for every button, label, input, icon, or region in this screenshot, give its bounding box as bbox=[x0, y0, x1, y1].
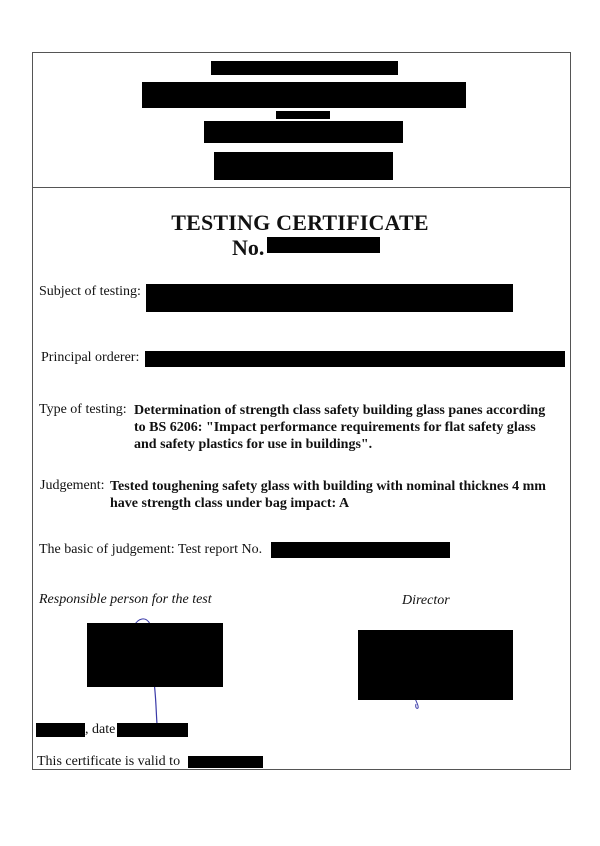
redacted-header-line-2 bbox=[142, 82, 466, 108]
redacted-certificate-number bbox=[267, 237, 380, 253]
orderer-label: Principal orderer: bbox=[41, 350, 140, 365]
redacted-header-line-1 bbox=[211, 61, 398, 75]
redacted-date bbox=[117, 723, 188, 737]
type-line-1: Determination of strength class safety building glass panes according bbox=[134, 403, 546, 418]
redacted-header-line-4 bbox=[204, 121, 403, 143]
type-line-2: to BS 6206: "Impact performance requirements for flat safety glass bbox=[134, 420, 536, 435]
redacted-director-signature bbox=[358, 630, 513, 700]
redacted-valid-to-date bbox=[188, 756, 263, 768]
judgement-line-1: Tested toughening safety glass with building with nominal thicknes 4 mm bbox=[110, 479, 546, 494]
valid-to-label: This certificate is valid to bbox=[37, 754, 181, 769]
redacted-header-line-5 bbox=[214, 152, 393, 180]
certificate-number-label: No. bbox=[232, 235, 265, 260]
date-label: , date bbox=[85, 722, 116, 737]
redacted-test-report-number bbox=[271, 542, 450, 558]
redacted-orderer bbox=[145, 351, 565, 367]
judgement-line-2: have strength class under bag impact: A bbox=[110, 496, 350, 511]
redacted-place bbox=[36, 723, 85, 737]
responsible-person-label: Responsible person for the test bbox=[39, 592, 212, 607]
type-label: Type of testing: bbox=[39, 402, 127, 417]
redacted-responsible-signature bbox=[87, 623, 223, 687]
judgement-label: Judgement: bbox=[40, 478, 105, 493]
redacted-subject bbox=[146, 284, 513, 312]
type-line-3: and safety plastics for use in buildings". bbox=[134, 437, 373, 452]
basis-label: The basic of judgement: Test report No. bbox=[39, 542, 263, 557]
director-label: Director bbox=[402, 593, 450, 608]
subject-label: Subject of testing: bbox=[39, 284, 141, 299]
redacted-header-line-3 bbox=[276, 111, 330, 119]
certificate-title: TESTING CERTIFICATE bbox=[171, 210, 429, 235]
header-divider bbox=[32, 187, 571, 188]
